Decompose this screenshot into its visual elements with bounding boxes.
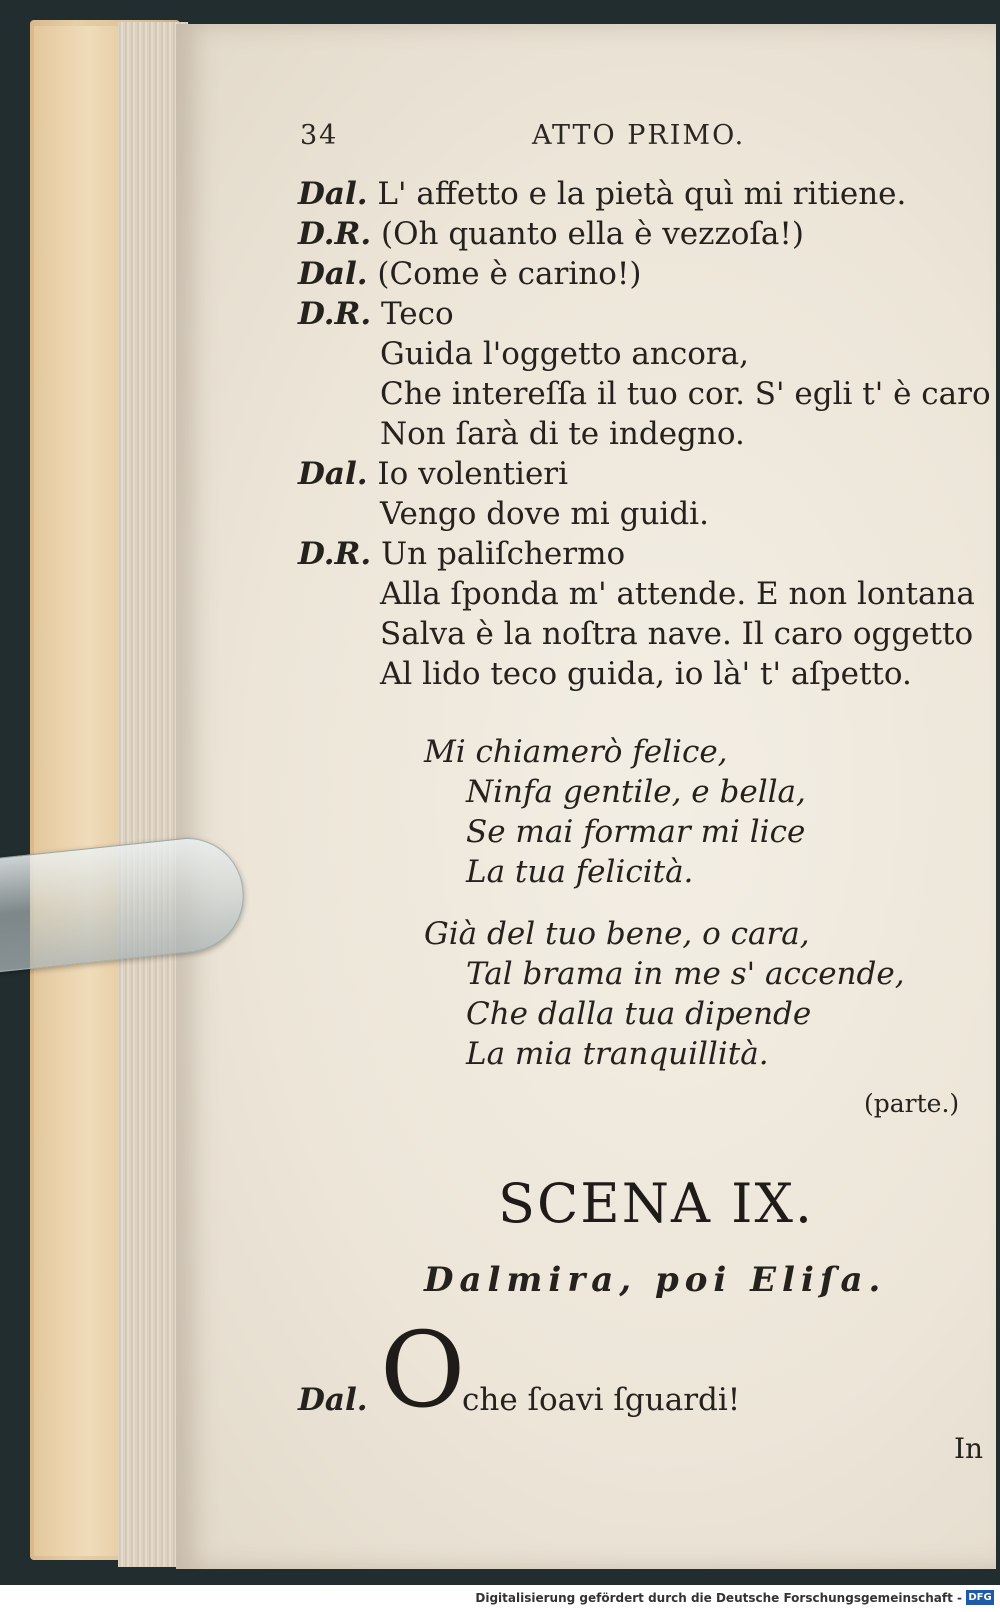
scene-characters: Dalmira, poi Eliſa.	[424, 1260, 887, 1300]
dialogue-line	[380, 576, 975, 612]
aria-verse: Che dalla tua dipende	[466, 996, 812, 1032]
dialogue-text: Io volentieri	[377, 456, 569, 492]
footer-bar	[0, 1585, 1000, 1612]
dialogue-text: (Come è carino!)	[377, 256, 642, 292]
speaker-label: D.R.	[298, 536, 372, 572]
dfg-logo: DFG	[966, 1590, 994, 1605]
drop-cap: O	[380, 1309, 466, 1431]
page-number: 34	[300, 120, 339, 151]
aria-verse: Già del tuo bene, o cara,	[424, 916, 810, 952]
dialogue-line	[298, 536, 625, 572]
scene-title-text: SCENA IX.	[498, 1172, 815, 1235]
dialogue-line	[298, 256, 641, 292]
dialogue-text: Alla ſponda m' attende. E non lontana	[380, 576, 975, 612]
dialogue-text: Che intereſſa il tuo cor. S' egli t' è caro	[380, 376, 991, 412]
scene-opening-text: che ſoavi ſguardi!	[462, 1382, 741, 1418]
catchword: In	[954, 1432, 984, 1465]
dialogue-line	[380, 336, 749, 372]
page-header	[0, 118, 1000, 158]
dialogue-line	[380, 376, 991, 412]
dialogue-text: Salva è la noſtra nave. Il caro oggetto	[380, 616, 974, 652]
aria-verse: Se mai formar mi lice	[466, 814, 806, 850]
footer-credit: Digitalisierung gefördert durch die Deutsche Forschungsgemeinschaft -	[475, 1591, 962, 1605]
dialogue-line	[298, 456, 568, 492]
dialogue-line	[380, 656, 912, 692]
dialogue-line	[298, 176, 906, 212]
dialogue-text: (Oh quanto ella è vezzoſa!)	[381, 216, 804, 252]
dialogue-text: Vengo dove mi guidi.	[380, 496, 709, 532]
scene-speaker-line	[298, 1382, 368, 1418]
speaker-label: D.R.	[298, 296, 372, 332]
dialogue-text: Guida l'oggetto ancora,	[380, 336, 750, 372]
dialogue-text: Al lido teco guida, io là' t' aſpetto.	[380, 656, 912, 692]
dialogue-text: L' affetto e la pietà quì mi ritiene.	[377, 176, 907, 212]
speaker-label: Dal.	[298, 176, 368, 212]
speaker-label: D.R.	[298, 216, 372, 252]
scene-title	[0, 1172, 1000, 1242]
speaker-label: Dal.	[298, 256, 368, 292]
aria-verse: La mia tranquillità.	[466, 1036, 769, 1072]
dialogue-line	[380, 616, 973, 652]
speaker-label: Dal.	[298, 1382, 368, 1418]
dialogue-line	[298, 216, 804, 252]
aria-verse: La tua felicità.	[466, 854, 694, 890]
running-head: ATTO PRIMO.	[532, 120, 746, 151]
dialogue-line	[298, 296, 454, 332]
dialogue-line	[380, 496, 709, 532]
speaker-label: Dal.	[298, 456, 368, 492]
dialogue-text: Teco	[381, 296, 454, 332]
aria-verse: Mi chiamerò felice,	[424, 734, 728, 770]
aria-verse: Tal brama in me s' accende,	[466, 956, 905, 992]
aria-verse: Ninfa gentile, e bella,	[466, 774, 806, 810]
stage-direction: (parte.)	[864, 1089, 960, 1118]
dialogue-line	[380, 416, 745, 452]
dialogue-text: Non ſarà di te indegno.	[380, 416, 745, 452]
dialogue-text: Un paliſchermo	[381, 536, 626, 572]
